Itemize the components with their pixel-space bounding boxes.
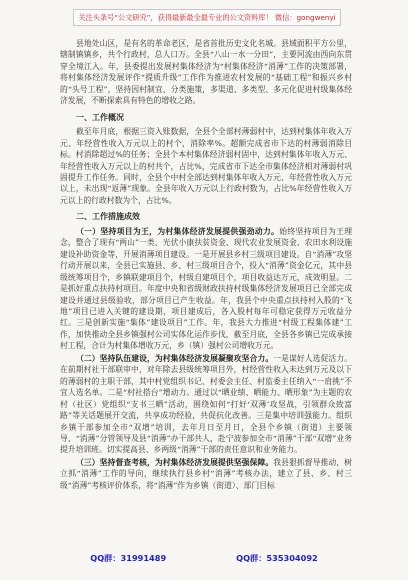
document-body [60, 38, 352, 492]
paragraph-text: 始终坚持项目为王理念，整合了现有“两山”一类、光伏小康扶贫资金、现代农业发展资金、农田水利设施建设补助资金等，开展消薄项目建设。一是开展县乡村三级项目建设。自“消薄”攻坚行动开展以来，全县已实施县、乡、村三级项目合个，投入“消薄”资金亿元，其中县级统筹项目个，乡镇联建项目个，村级自建项目个，项目收益达万元，成效明显。二是抓好重点扶持村项目。年度中央和省级财政扶持村级集体经济发展项目已全部完成建设并通过县级验收，部分项目已产生收益。年，我县个中央重点扶持村入股的“飞地”项目已进入关键的建设期，项目建成后，各入股村每年可稳定获得万元收益分红。三是创新实施“集体”建设项目”工作。年，我县大力推进“村级工程集体建”工作，加快推动全县乡镇强村公司实体化运作步伐，截至月底，全县各乡镇已完成承接村工程，合计为村集体增收万元，乡（镇）强村公司增收万元。 [60, 226, 353, 351]
body-paragraph [60, 457, 352, 491]
qq-group-1[interactable]: QQ群：31991489 [90, 553, 167, 563]
body-paragraph [60, 126, 352, 206]
section-heading: 一、工作概况 [76, 111, 124, 122]
paragraph-lead: （三）坚持督查考核，为村集体经济发展提供坚强保障。 [76, 457, 274, 467]
body-paragraph [60, 38, 352, 107]
body-paragraph [60, 226, 352, 352]
promo-banner[interactable]: 关注头条号“公文研究”，获得最新最全最专业的公文资料库！ 微信：gongwenyi [73, 9, 341, 26]
body-paragraph [60, 353, 352, 456]
section-heading: 二、工作措施成效 [76, 211, 140, 222]
footer [0, 553, 408, 567]
paragraph-text: 截至年月底，根据三资入账数据，全县个全部村薄弱村中，达到村集体年收入万元、年经营性收入万元以上的村个，消除率%。超额完成省市下达的村薄弱消除目标。村消除超过%的任务；全县个本村集体经济弱村固中，达到村集体年收入万元、年经营性收入万元以上的村共个，占比%，完成省市下达全市集体经济相对薄弱村巩固提升工作任务。同时，全县个中村全部达到村集体年收入万元、年经营性收入万元以上，未出现“返薄”现象。全县年收入万元以上行政村数为，占比%年经营性收入万元以上的行政村数为个，占比%。 [60, 127, 352, 205]
paragraph-text: 我县狠抓督导推动，树立抓“消薄”工作的导向，继续执行县乡村“消薄”考核办法，建立了县、乡、村三级“消薄”考核评价体系，将“消薄”作为乡镇（街道）、部门目标 [60, 457, 353, 490]
qq-group-2[interactable]: QQ群：535304092 [236, 553, 318, 563]
paragraph-text: 一是谋好人选促活力。在前期村社干部联审中，对年除去县级统筹项目外，村经营性收入未达到万元及以下的薄弱村的主职干部，其中村党组织书记、村委会主任、村监委主任纳入“一肩挑”不宜人选名单。二是“村社搭台”增动力。通过以“晒业绩、晒能力、晒形象”为主题的农村（社区）党组织“支书三晒”活动，围绕如何“打好‘双薄’攻坚战，引领群众致富路”等关话题展开交流，共享成功经验，共促抗化改善。三是集中培训强能力。组织乡镇干部参加全市“双增”培训，去年月日至月日，全县个乡镇（街道）主要领导、“消薄”分管领导及县“消薄”办干部共人，赴宁波参加全市“消薄”干部“双增”业务提升培训班。切实提高县、乡两级“消薄”干部的责任意识和业务能力。 [60, 353, 353, 455]
paragraph-lead: （二）坚持队伍建设，为村集体经济发展凝聚攻坚合力。 [76, 353, 274, 363]
paragraph-lead: （一）坚持项目为王，为村集体经济发展提供强劲动力。 [76, 226, 280, 236]
paragraph-text: 县地处山区，是有名的革命老区，是省首批历史文化名城。县域面积平方公里，辖制镇镇乡，共个行政村，总人口万。全县“八山一水一分田”，主要河流由西向东贯穿全境江入。年，县委提出发展村集体经济为“村集体经济“消薄”工作的决策部署，将村集体经济发展评作“提质升级”工作作为推进农村发展的“基础工程”和振兴乡村的“头号工程”，坚持因村制宜、分类施策，多渠道、多类型、多元化促进村级集体经济发展，不断探索具有特色的增收之路。 [60, 39, 352, 106]
